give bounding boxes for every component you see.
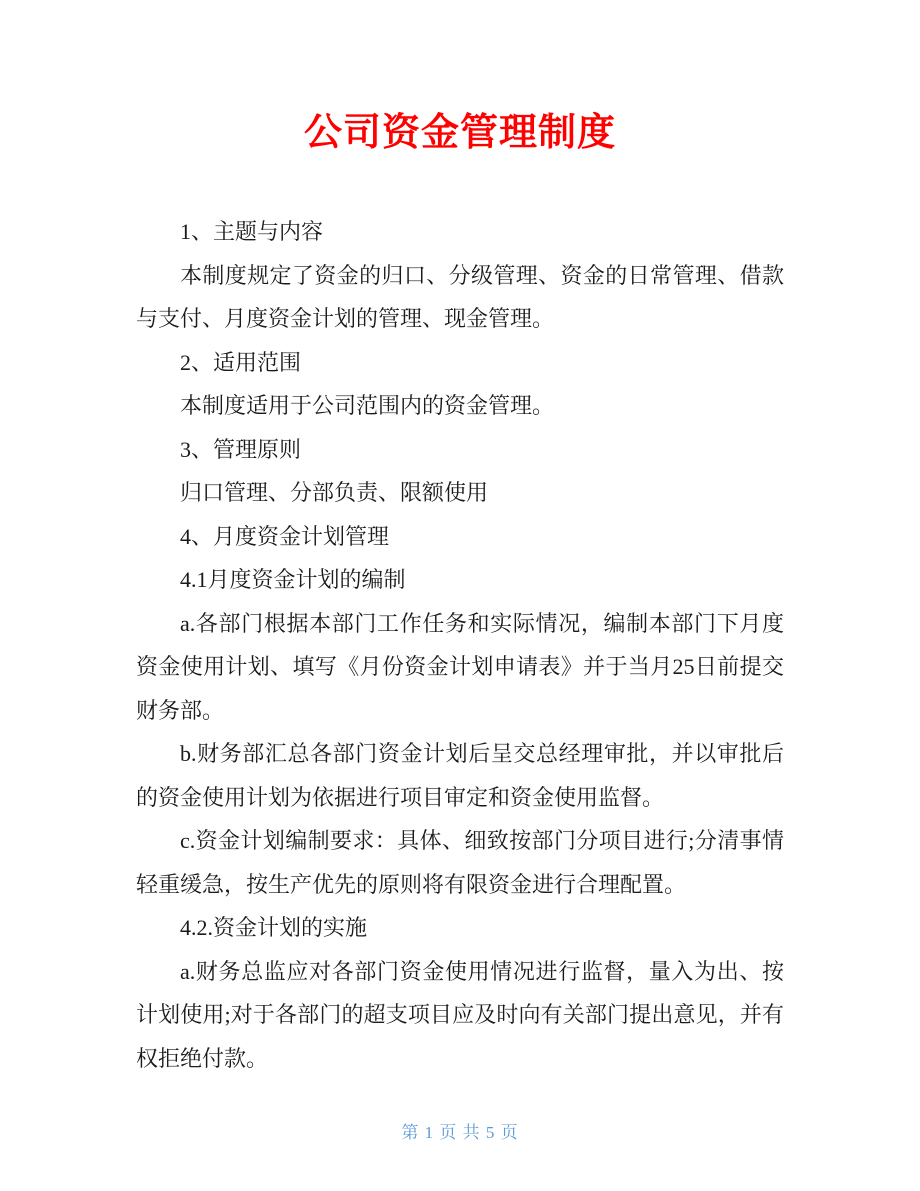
paragraph: 归口管理、分部负责、限额使用 (180, 480, 489, 505)
paragraph: 1、主题与内容 (180, 219, 324, 244)
document-title: 公司资金管理制度 (303, 112, 616, 154)
page-number-indicator: 第 1 页 共 5 页 (401, 1123, 519, 1142)
paragraph: 2、适用范围 (180, 349, 302, 375)
paragraph: b.财务部汇总各部门资金计划后呈交总经理审批，并以审批后的资金使用计划为依据进行项目审定和资金使用监督。 (136, 741, 784, 810)
paragraph: a.财务总监应对各部门资金使用情况进行监督，量入为出、按计划使用;对于各部门的超支项目应及时向有关部门提出意见，并有权拒绝付款。 (136, 958, 784, 1071)
paragraph: a.各部门根据本部门工作任务和实际情况，编制本部门下月度资金使用计划、填写《月份资金计划申请表》并于当月25日前提交财务部。 (136, 610, 784, 723)
paragraph: 本制度规定了资金的归口、分级管理、资金的日常管理、借款与支付、月度资金计划的管理、现金管理。 (136, 262, 784, 331)
paragraph: 本制度适用于公司范围内的资金管理。 (180, 393, 555, 418)
document-body (136, 210, 784, 1080)
paragraph: c.资金计划编制要求：具体、细致按部门分项目进行;分清事情轻重缓急，按生产优先的原则将有限资金进行合理配置。 (136, 828, 784, 897)
paragraph: 4、月度资金计划管理 (180, 523, 390, 549)
paragraph: 3、管理原则 (180, 436, 302, 462)
paragraph: 4.1月度资金计划的编制 (180, 567, 406, 592)
paragraph: 4.2.资金计划的实施 (180, 915, 368, 940)
